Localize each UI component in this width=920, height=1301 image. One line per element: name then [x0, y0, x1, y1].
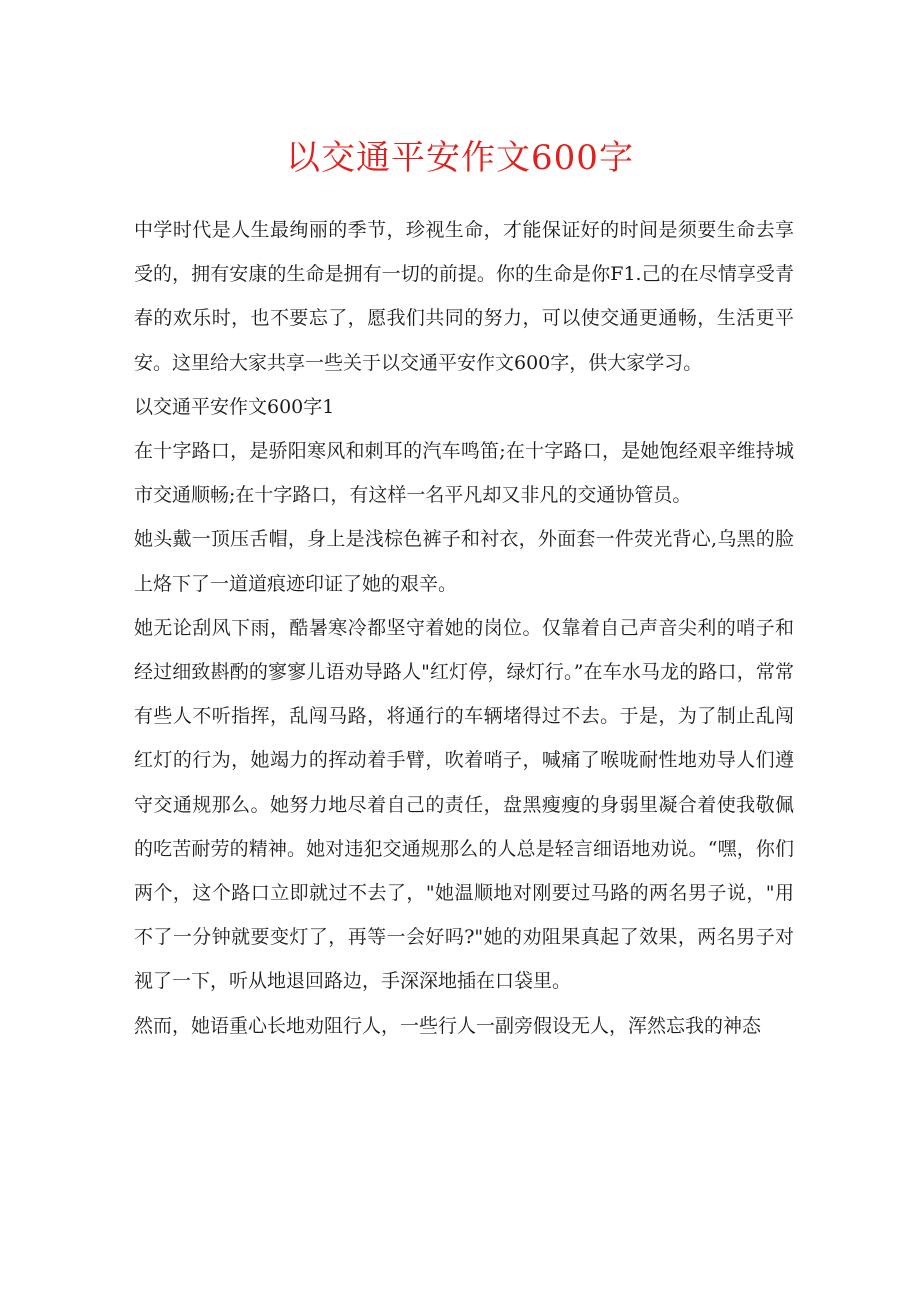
intro-paragraph: 中学时代是人生最绚丽的季节，珍视生命，才能保证好的时间是须要生命去享受的，拥有安康的生命是拥有一切的前提。你的生命是你F1.己的在尽情享受青春的欢乐时，也不要忘了，愿我们共同的努力，可以使交通更通畅，生活更平安。这里给大家共享一些关于以交通平安作文600字，供大家学习。 — [134, 219, 794, 374]
body-paragraph-1: 在十字路口，是骄阳寒风和刺耳的汽车鸣笛;在十字路口，是她饱经艰辛维持城市交通顺畅;在十字路口，有这样一名平凡却又非凡的交通协管员。 — [134, 440, 794, 507]
body-paragraph-4: 然而，她语重心长地劝阻行人，一些行人一副旁假设无人，浑然忘我的神态 — [134, 1014, 762, 1037]
section-heading: 以交通平安作文600字1 — [134, 395, 335, 418]
document-body — [134, 208, 794, 1048]
body-paragraph-3: 她无论刮风下雨，酷暑寒冷都坚守着她的岗位。仅靠着自己声音尖利的哨子和经过细致斟酌的寥寥儿语劝导路人"红灯停，绿灯行。”在车水马龙的路口，常常有些人不听指挥，乱闯马路，将通行的车辆堵得过不去。于是，为了制止乱闯红灯的行为，她竭力的挥动着手臂，吹着哨子，喊痛了喉咙耐性地劝导人们遵守交通规那么。她努力地尽着自己的责任，盘黑瘦瘦的身弱里凝合着使我敬佩的吃苦耐劳的精神。她对违犯交通规那么的人总是轻言细语地劝说。“嘿，你们两个，这个路口立即就过不去了，"她温顺地对刚要过马路的两名男子说，"用不了一分钟就要变灯了，再等一会好吗?"她的劝阻果真起了效果，两名男子对视了一下，听从地退回路边，手深深地插在口袋里。 — [134, 616, 794, 993]
body-paragraph-2: 她头戴一顶压舌帽，身上是浅棕色裤子和衬衣，外面套一件荧光背心,乌黑的脸上烙下了一道道痕迹印证了她的艰辛。 — [134, 528, 794, 595]
document-title: 以交通平安作文600字 — [286, 138, 634, 178]
